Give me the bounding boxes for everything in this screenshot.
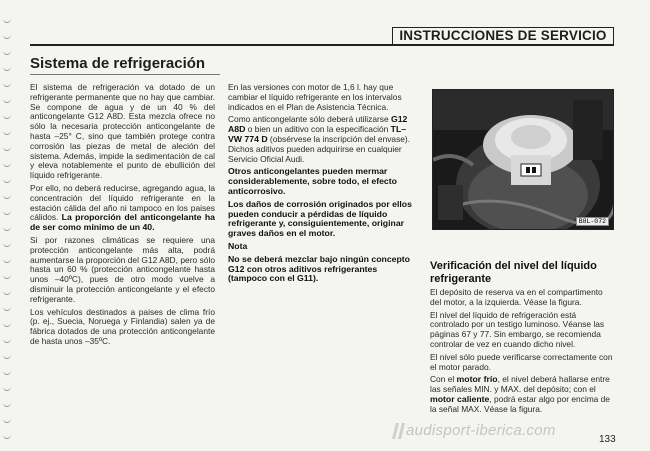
paragraph: El sistema de refrigeración va dotado de un refrigerante permanente que no hay que cambiar. Se compone de agua y de un 40 % del anticongelante G12 A8D. Esta mezcla ofrece no sólo la necesaria protección anticongelante de hasta –25° C, sino que también protege contra corrosión las piezas de metal de aleción del sistema. Además, impide la sedimentación de cal y eleva notablemente el punto de ebullición del líquido refrigerante. (30, 82, 215, 181)
paragraph: Si por razones climáticas se requiere una protección anticongelante más alta, podrá aumentarse la proporción del G12 A8D, pero sólo hasta un 60 % (protección anticongelante hasta unos –40ºC), pues de otro modo vuelve a disminuir la protección anticongelante y el efecto refrigerante. (30, 234, 215, 304)
paragraph (430, 375, 615, 414)
paragraph-text: , el nivel deberá hallarse entre las señales MIN. y MAX. del depósito; con el (430, 374, 610, 395)
paragraph-text: , podrá estar algo por encima de la señal MAX. Véase la figura. (430, 393, 610, 414)
watermark: audisport-iberica.com (406, 422, 556, 439)
bold-text: motor caliente (430, 393, 490, 404)
paragraph: En las versiones con motor de 1,6 l. hay que cambiar el líquido refrigerante en los intervalos indicados en el Plan de Asistencia Técnica. (228, 82, 402, 112)
bold-text: G12 A8D (228, 114, 408, 135)
note-title: Nota (228, 240, 248, 251)
column-3 (430, 260, 615, 418)
paragraph-text: Como anticongelante sólo deberá utilizarse (228, 114, 391, 125)
paragraph: Los vehículos destinados a paises de clima frío (p. ej., Suecia, Noruega y Finlandia) salen ya de fábrica dotados de una protección anticongelante de hasta unos –35ºC. (30, 306, 215, 346)
bold-text: TL–VW 774 D (228, 124, 407, 144)
section-title: Sistema de refrigeración (30, 55, 206, 72)
paragraph: El depósito de reserva va en el compartimento del motor, a la izquierda. Véase la figura. (430, 287, 603, 307)
watermark-logo-icon (388, 423, 408, 439)
paragraph-text: o bien un aditivo con la especificación (245, 124, 391, 135)
title-underline (30, 74, 220, 75)
paragraph-text: (obsérvese la inscripción del envase). Dichos aditivos pueden adquirirse en cualquier Servicio Oficial Audi. (228, 133, 411, 164)
note-text: No se deberá mezclar bajo ningún concepto G12 con otros aditivos refrigerantes (tampoco con el G11). (228, 253, 410, 284)
column-1 (30, 83, 215, 350)
header-title: INSTRUCCIONES DE SERVICIO (392, 27, 614, 45)
ring-binding (0, 0, 16, 451)
column-2 (228, 83, 416, 287)
subsection-heading: Verificación del nivel del líquido refrigerante (430, 260, 597, 285)
paragraph: El nivel del líquido de refrigeración está controlado por un testigo luminoso. Véanse las páginas 67 y 77. Sin embargo, se recomienda controlar de vez en cuando dicho nivel. (430, 309, 605, 349)
paragraph (30, 184, 215, 233)
figure-label: B8L-072 (576, 217, 609, 226)
paragraph-text: Con el (430, 374, 457, 385)
header-rule (30, 44, 614, 46)
page-number: 133 (599, 434, 616, 445)
bold-text: La proporción del anticongelante ha de ser como mínimo de un 40. (30, 212, 215, 233)
paragraph-text: Por ello, no deberá reducirse, agregando agua, la concentración del líquido refrigerante en la estación cálida del año ni tampoco en los paises cálidos. (30, 182, 215, 223)
paragraph: El nivel sólo puede verificarse correctamente con el motor parado. (430, 351, 613, 372)
paragraph (228, 115, 416, 164)
engine-compartment-photo (432, 89, 614, 230)
warning-text: Los daños de corrosión originados por ellos pueden conducir a pérdidas de líquido refrigerante y, consiguientemente, originar graves daños en el motor. (228, 198, 412, 239)
warning-text: Otros anticongelantes pueden mermar considerablemente, sobre todo, el efecto anticorrosivo. (228, 166, 397, 196)
bold-text: motor frío (456, 374, 498, 385)
